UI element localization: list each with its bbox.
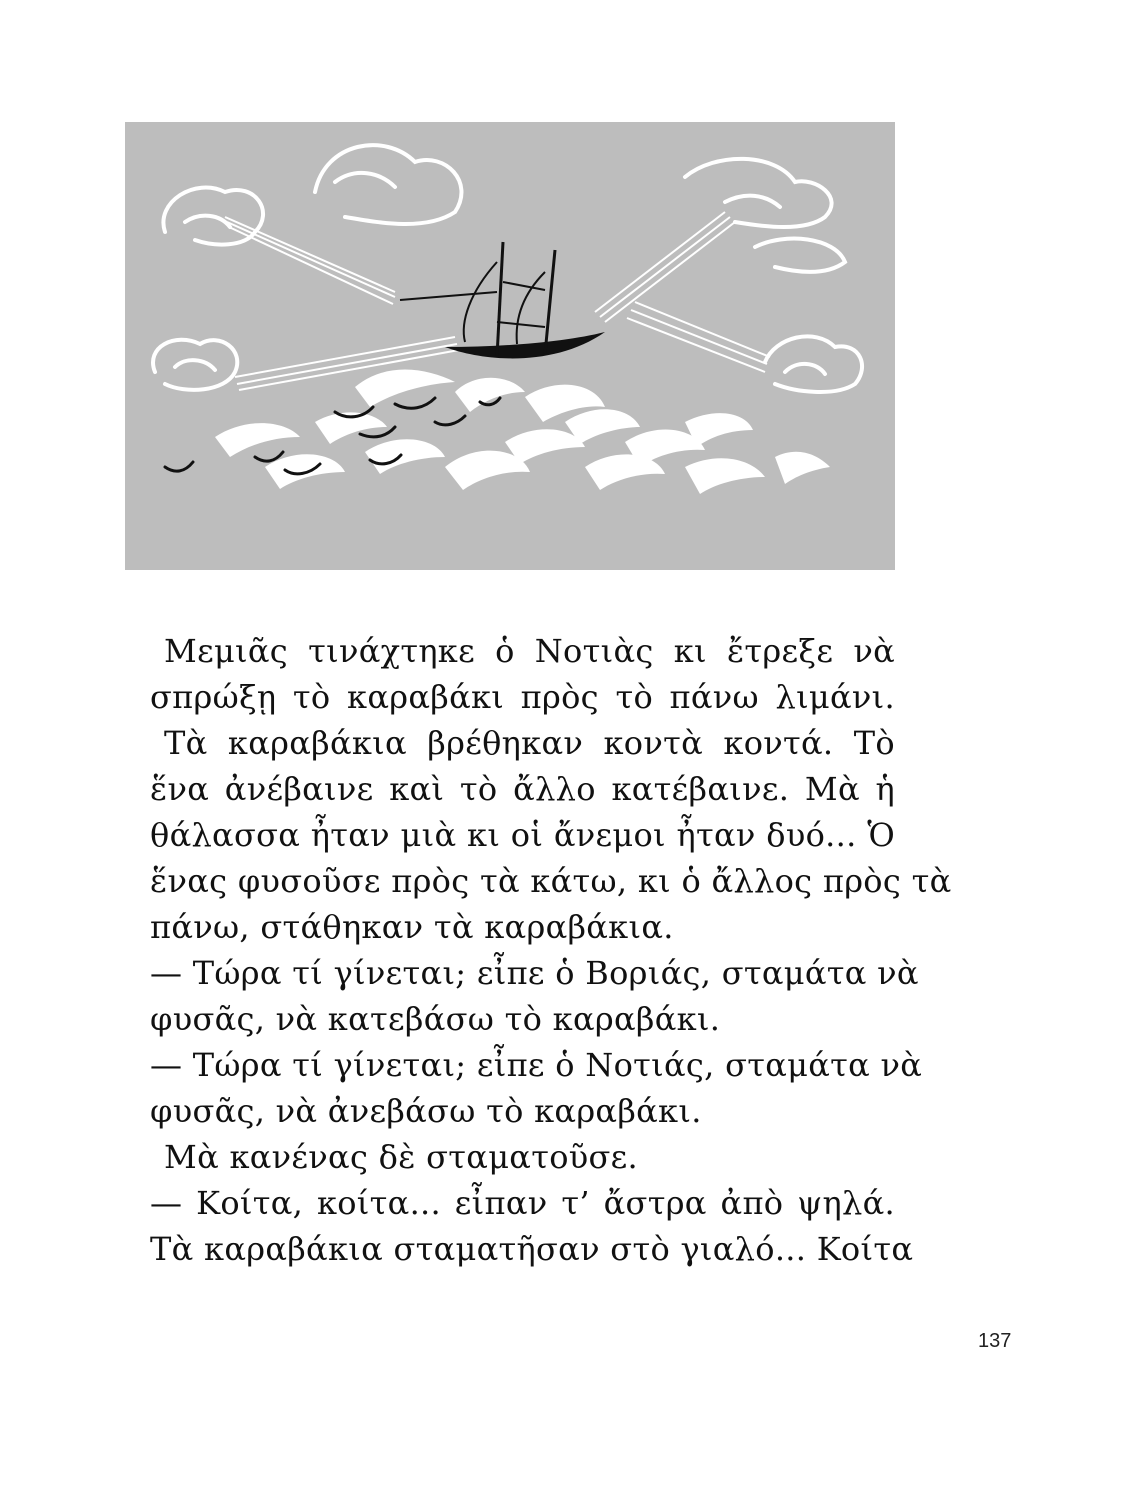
text-line: σπρώξῃ τὸ καραβάκι πρὸς τὸ πάνω λιμάνι. — [150, 678, 895, 716]
text-line: πάνω, στάθηκαν τὰ καραβάκια. — [150, 908, 674, 946]
text-line: φυσᾶς, νὰ ἀνεβάσω τὸ καραβάκι. — [150, 1092, 702, 1130]
story-text — [150, 628, 952, 1272]
waves — [215, 370, 830, 495]
text-line: Τὰ καραβάκια βρέθηκαν κοντὰ κοντά. Τὸ — [164, 724, 895, 762]
text-line: ἕνα ἀνέβαινε καὶ τὸ ἄλλο κατέβαινε. Μὰ ἡ — [150, 770, 895, 808]
text-line: Μὰ κανένας δὲ σταματοῦσε. — [164, 1138, 639, 1176]
text-line: Τὰ καραβάκια σταματῆσαν στὸ γιαλό... Κοίτα — [150, 1230, 914, 1268]
text-line: Μεμιᾶς τινάχτηκε ὁ Νοτιὰς κι ἔτρεξε νὰ — [164, 632, 895, 670]
text-line: — Τώρα τί γίνεται; εἶπε ὁ Νοτιάς, σταμάτα νὰ — [150, 1046, 923, 1084]
wind-blasts — [225, 212, 770, 390]
text-line: — Κοίτα, κοίτα... εἶπαν τ’ ἄστρα ἀπὸ ψηλά. — [150, 1184, 895, 1222]
text-line: ἕνας φυσοῦσε πρὸς τὰ κάτω, κι ὁ ἄλλος πρὸς τὰ — [150, 862, 952, 900]
illustration-svg — [125, 122, 895, 570]
text-line: φυσᾶς, νὰ κατεβάσω τὸ καραβάκι. — [150, 1000, 721, 1038]
text-line: θάλασσα ἦταν μιὰ κι οἱ ἄνεμοι ἦταν δυό... Ὁ — [150, 816, 895, 854]
page-number: 137 — [978, 1330, 1012, 1352]
text-line: — Τώρα τί γίνεται; εἶπε ὁ Βοριάς, σταμάτα νὰ — [150, 954, 919, 992]
ship-in-storm-illustration — [125, 122, 895, 570]
